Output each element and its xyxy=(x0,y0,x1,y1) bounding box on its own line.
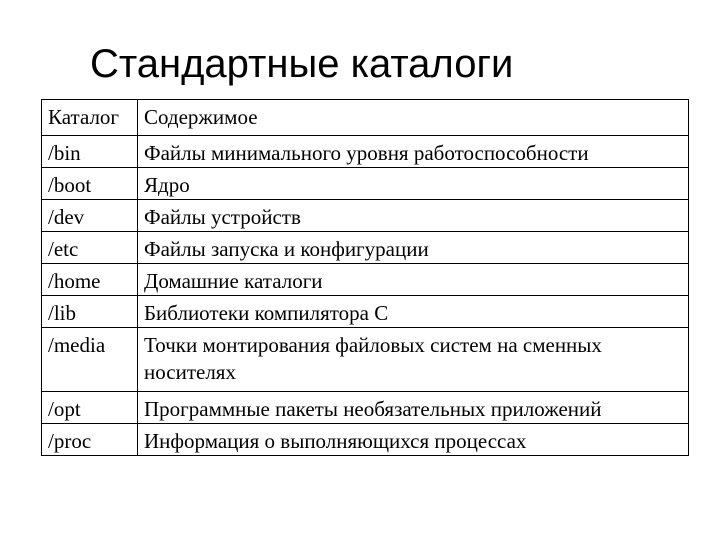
header-directory: Каталог xyxy=(42,100,138,136)
contents-cell: Ядро xyxy=(138,168,689,200)
directories-table xyxy=(41,99,689,456)
contents-cell: Файлы запуска и конфигурации xyxy=(138,232,689,264)
table-row xyxy=(42,328,689,392)
directory-cell: /lib xyxy=(42,296,138,328)
table-row xyxy=(42,392,689,424)
contents-cell: Информация о выполняющихся процессах xyxy=(138,424,689,456)
table-header-row xyxy=(42,100,689,136)
contents-cell: Файлы устройств xyxy=(138,200,689,232)
table-row xyxy=(42,296,689,328)
table-row xyxy=(42,264,689,296)
contents-cell: Программные пакеты необязательных приложений xyxy=(138,392,689,424)
contents-cell: Файлы минимального уровня работоспособности xyxy=(138,136,689,168)
directory-cell: /proc xyxy=(42,424,138,456)
directory-cell: /dev xyxy=(42,200,138,232)
directory-cell: /boot xyxy=(42,168,138,200)
table-row xyxy=(42,168,689,200)
directory-cell: /home xyxy=(42,264,138,296)
table-row xyxy=(42,232,689,264)
header-contents: Содержимое xyxy=(138,100,689,136)
directory-cell: /etc xyxy=(42,232,138,264)
contents-cell: Домашние каталоги xyxy=(138,264,689,296)
table-row xyxy=(42,200,689,232)
contents-cell: Точки монтирования файловых систем на сменных носителях xyxy=(138,328,689,392)
contents-cell: Библиотеки компилятора С xyxy=(138,296,689,328)
directory-cell: /opt xyxy=(42,392,138,424)
directory-cell: /media xyxy=(42,328,138,392)
slide-title: Стандартные каталоги xyxy=(90,42,514,86)
table-row xyxy=(42,424,689,456)
table-row xyxy=(42,136,689,168)
directory-cell: /bin xyxy=(42,136,138,168)
